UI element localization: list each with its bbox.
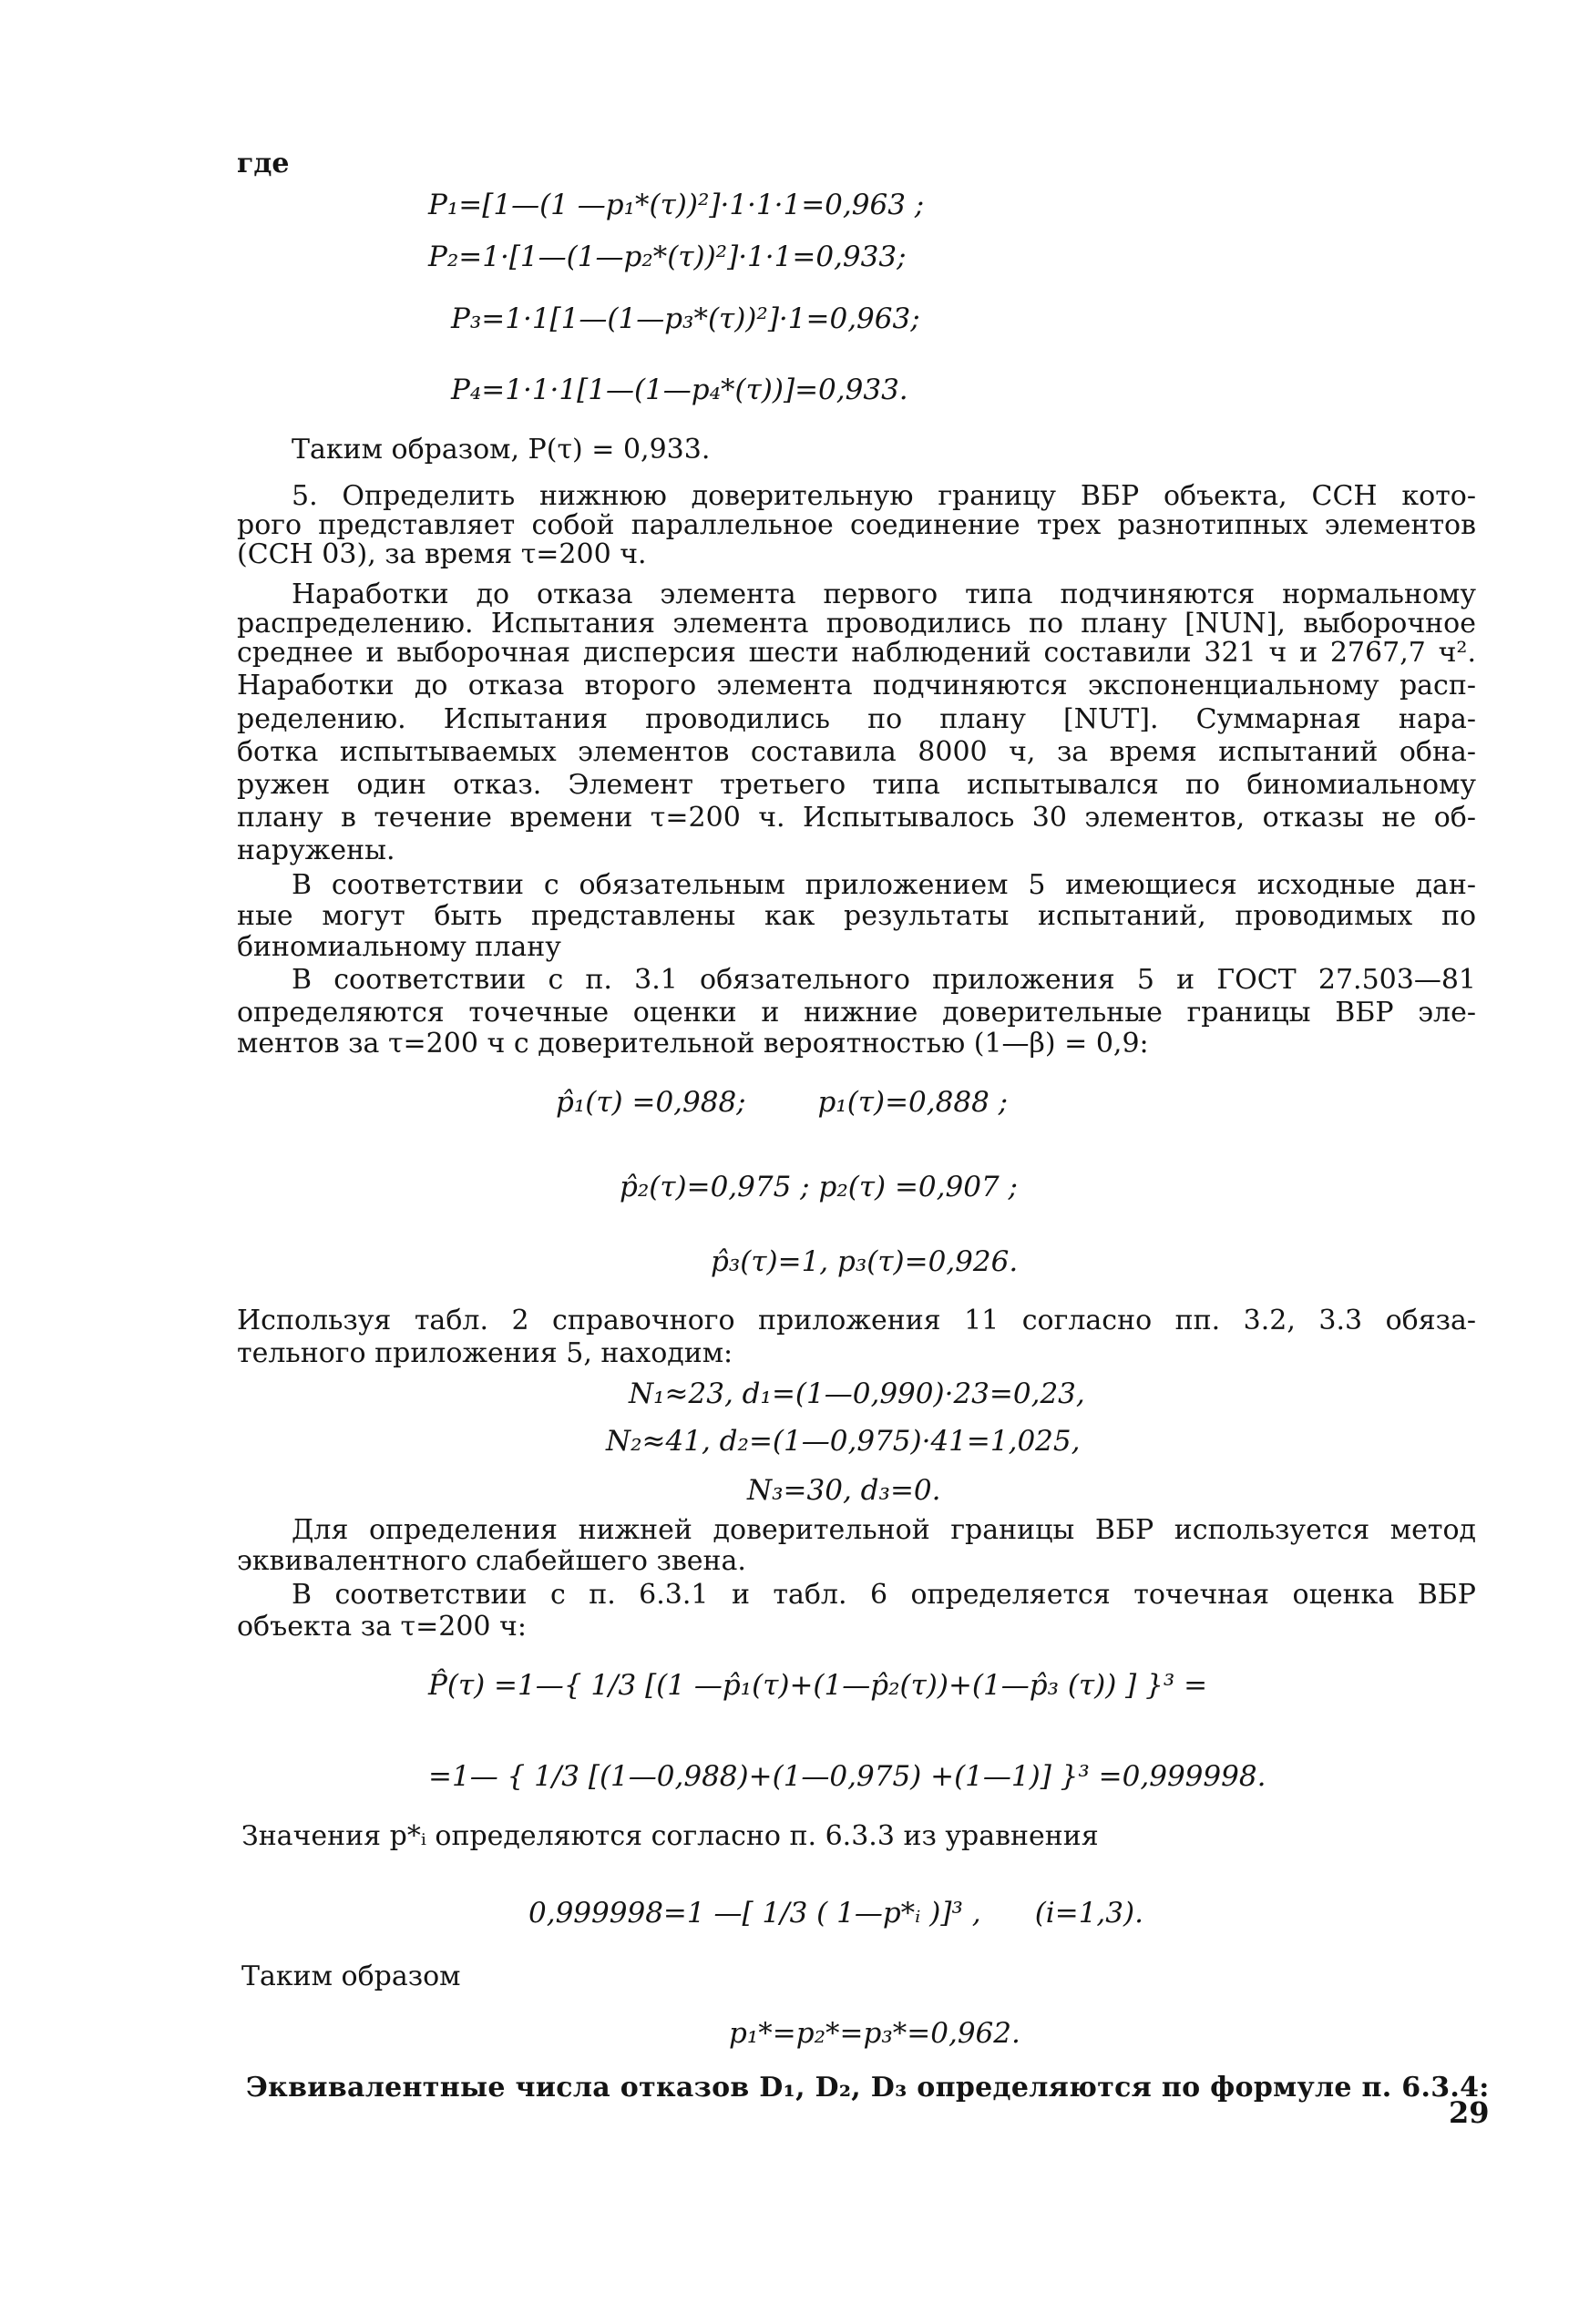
- para5-line1: 5. Определить нижнюю доверительную границу ВБР объекта, ССН кото-: [292, 480, 1476, 512]
- point-formula-1: P̂(τ) =1—{ 1/3 [(1 —p̂₁(τ)+(1—p̂₂(τ))+(1—p̂₃ (τ)) ] }³ =: [428, 1669, 1208, 1702]
- para5-line3: (ССН 03), за время τ=200 ч.: [237, 538, 647, 570]
- para-gost-line2: определяются точечные оценки и нижние доверительные границы ВБР эле-: [237, 997, 1476, 1029]
- formula-p2: P₂=1·[1—(1—p₂*(τ))²]·1·1=0,933;: [428, 241, 907, 273]
- para-failures-line8: плану в течение времени τ=200 ч. Испытывалось 30 элементов, отказы не об-: [237, 802, 1476, 834]
- para-failures-line1: Наработки до отказа элемента первого типа подчиняются нормальному: [292, 578, 1476, 610]
- formula-p4: P₄=1·1·1[1—(1—p₄*(τ))]=0,933.: [451, 374, 908, 406]
- para-failures-line7: ружен один отказ. Элемент третьего типа испытывался по биномиальному: [237, 769, 1476, 801]
- para-failures-line3: среднее и выборочная дисперсия шести наблюдений составили 321 ч и 2767,7 ч².: [237, 637, 1476, 669]
- point-line1: В соответствии с п. 6.3.1 и табл. 6 определяется точечная оценка ВБР: [292, 1579, 1476, 1611]
- p-star-equality: p₁*=p₂*=p₃*=0,962.: [729, 2017, 1020, 2050]
- final-line: Эквивалентные числа отказов D₁, D₂, D₃ определяются по формуле п. 6.3.4:: [246, 2072, 1490, 2104]
- n-d-value-3: N₃=30, d₃=0.: [747, 1474, 941, 1507]
- thus-line-2: Таким образом: [241, 1961, 461, 1992]
- para-appendix-line3: биномиальному плану: [237, 931, 561, 963]
- lead-word: где: [237, 148, 290, 179]
- para-failures-line6: ботка испытываемых элементов составила 8000 ч, за время испытаний обна-: [237, 736, 1476, 768]
- para-failures-line4: Наработки до отказа второго элемента подчиняются экспоненциальному расп-: [237, 670, 1476, 701]
- method-line1: Для определения нижней доверительной границы ВБР используется метод: [292, 1514, 1476, 1546]
- para5-line2: рого представляет собой параллельное соединение трех разнотипных элементов: [237, 509, 1476, 541]
- values-line: Значения p*ᵢ определяются согласно п. 6.3.3 из уравнения: [241, 1820, 1099, 1852]
- formula-p1: P₁=[1—(1 —p₁*(τ))²]·1·1·1=0,963 ;: [428, 189, 925, 221]
- n-d-value-2: N₂≈41, d₂=(1—0,975)·41=1,025,: [606, 1425, 1081, 1458]
- page-number: 29: [1449, 2095, 1490, 2130]
- para-gost-line3: ментов за τ=200 ч с доверительной вероятностью (1—β) = 0,9:: [237, 1028, 1149, 1060]
- para-failures-line5: ределению. Испытания проводились по плану [NUT]. Суммарная нара-: [237, 703, 1476, 735]
- point-line2: объекта за τ=200 ч:: [237, 1611, 527, 1643]
- estimate-p1: p̂₁(τ) =0,988; p₁(τ)=0,888 ;: [556, 1086, 1009, 1119]
- estimate-p3: p̂₃(τ)=1, p₃(τ)=0,926.: [711, 1245, 1019, 1278]
- para-failures-line2: распределению. Испытания элемента проводились по плану [NUN], выборочное: [237, 608, 1476, 640]
- para-gost-line1: В соответствии с п. 3.1 обязательного приложения 5 и ГОСТ 27.503—81: [292, 964, 1476, 996]
- formula-p3: P₃=1·1[1—(1—p₃*(τ))²]·1=0,963;: [451, 302, 920, 335]
- para-failures-line9: наружены.: [237, 834, 395, 866]
- para-appendix-line2: ные могут быть представлены как результаты испытаний, проводимых по: [237, 900, 1476, 932]
- thus-p-result: Таким образом, P(τ) = 0,933.: [292, 434, 711, 466]
- para-appendix-line1: В соответствии с обязательным приложением 5 имеющиеся исходные дан-: [292, 869, 1476, 901]
- using-table-line2: тельного приложения 5, находим:: [237, 1337, 733, 1369]
- using-table-line1: Используя табл. 2 справочного приложения 11 согласно пп. 3.2, 3.3 обяза-: [237, 1305, 1476, 1336]
- point-formula-2: =1— { 1/3 [(1—0,988)+(1—0,975) +(1—1)] }³ =0,999998.: [428, 1760, 1266, 1793]
- method-line2: эквивалентного слабейшего звена.: [237, 1545, 746, 1577]
- equation: 0,999998=1 —[ 1/3 ( 1—p*ᵢ )]³ , (i=1,3).: [528, 1897, 1143, 1930]
- estimate-p2: p̂₂(τ)=0,975 ; p₂(τ) =0,907 ;: [620, 1171, 1018, 1203]
- n-d-value-1: N₁≈23, d₁=(1—0,990)·23=0,23,: [629, 1377, 1085, 1410]
